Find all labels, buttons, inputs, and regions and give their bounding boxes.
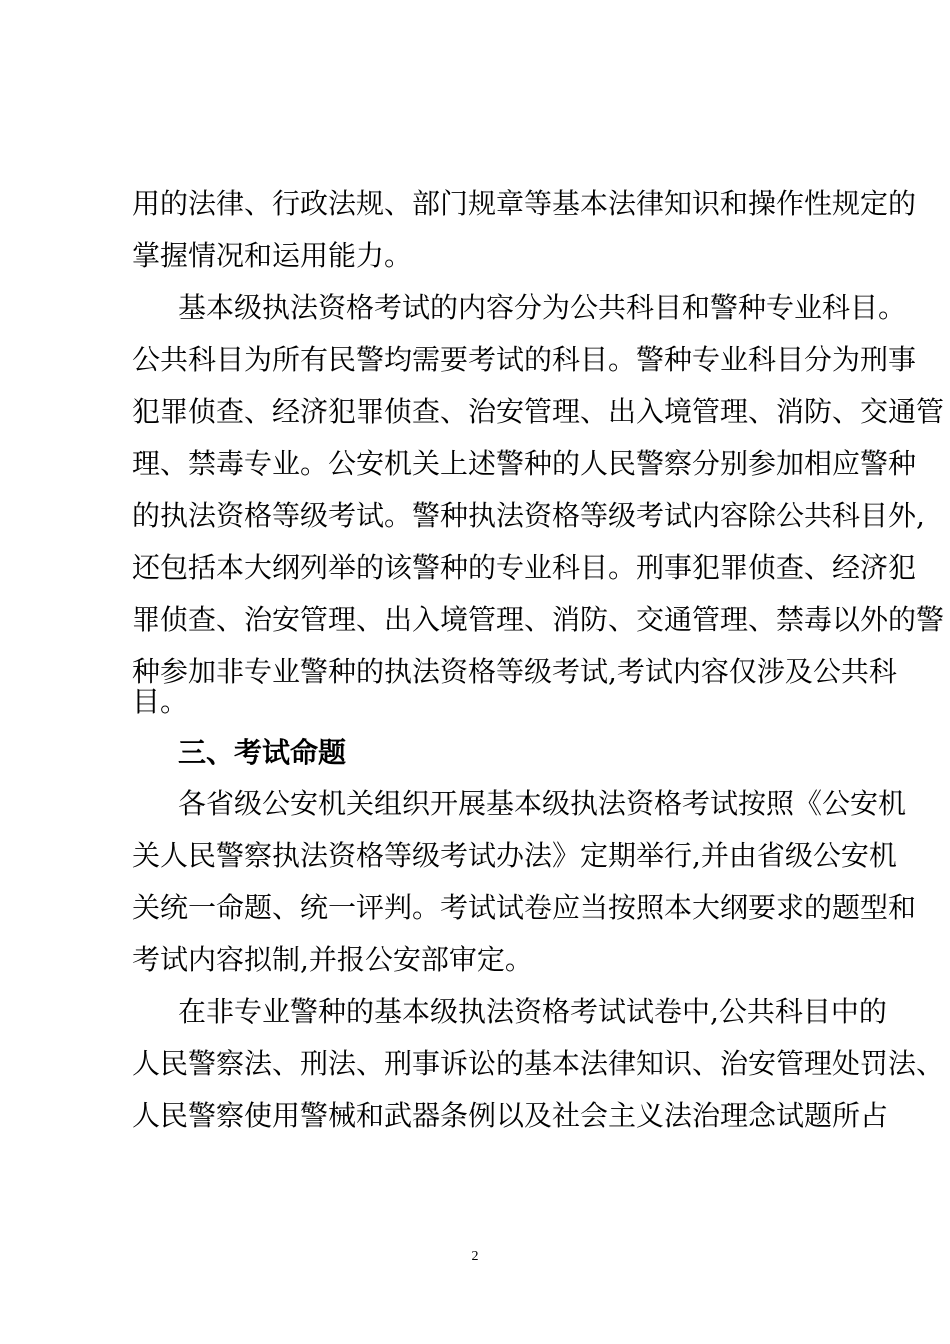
paragraph-1-line-2: 掌握情况和运用能力。 [132, 239, 413, 272]
section-heading: 三、考试命题 [178, 736, 347, 769]
paragraph-4-line-3: 人民警察使用警械和武器条例以及社会主义法治理念试题所占 [132, 1099, 889, 1132]
paragraph-2-line-7: 罪侦查、治安管理、出入境管理、消防、交通管理、禁毒以外的警 [132, 603, 945, 636]
paragraph-3-line-4: 考试内容拟制,并报公安部审定。 [132, 943, 533, 976]
paragraph-2-line-1: 基本级执法资格考试的内容分为公共科目和警种专业科目。 [178, 291, 907, 324]
paragraph-2-line-8: 种参加非专业警种的执法资格等级考试,考试内容仅涉及公共科 [132, 655, 897, 688]
paragraph-2-line-3: 犯罪侦查、经济犯罪侦查、治安管理、出入境管理、消防、交通管 [132, 395, 945, 428]
paragraph-3-line-3: 关统一命题、统一评判。考试试卷应当按照本大纲要求的题型和 [132, 891, 917, 924]
paragraph-4-line-1: 在非专业警种的基本级执法资格考试试卷中,公共科目中的 [178, 995, 887, 1028]
paragraph-3-line-1: 各省级公安机关组织开展基本级执法资格考试按照《公安机 [178, 787, 907, 820]
paragraph-3-line-2: 关人民警察执法资格等级考试办法》定期举行,并由省级公安机 [132, 839, 897, 872]
paragraph-2-line-4: 理、禁毒专业。公安机关上述警种的人民警察分别参加相应警种 [132, 447, 917, 480]
paragraph-2-line-2: 公共科目为所有民警均需要考试的科目。警种专业科目分为刑事 [132, 343, 917, 376]
paragraph-4-line-2: 人民警察法、刑法、刑事诉讼的基本法律知识、治安管理处罚法、 [132, 1047, 945, 1080]
paragraph-2-line-9: 目。 [132, 685, 189, 718]
paragraph-2-line-5: 的执法资格等级考试。警种执法资格等级考试内容除公共科目外, [132, 499, 925, 532]
paragraph-1-line-1: 用的法律、行政法规、部门规章等基本法律知识和操作性规定的 [132, 187, 917, 220]
paragraph-2-line-6: 还包括本大纲列举的该警种的专业科目。刑事犯罪侦查、经济犯 [132, 551, 917, 584]
page-number: 2 [471, 1249, 479, 1264]
